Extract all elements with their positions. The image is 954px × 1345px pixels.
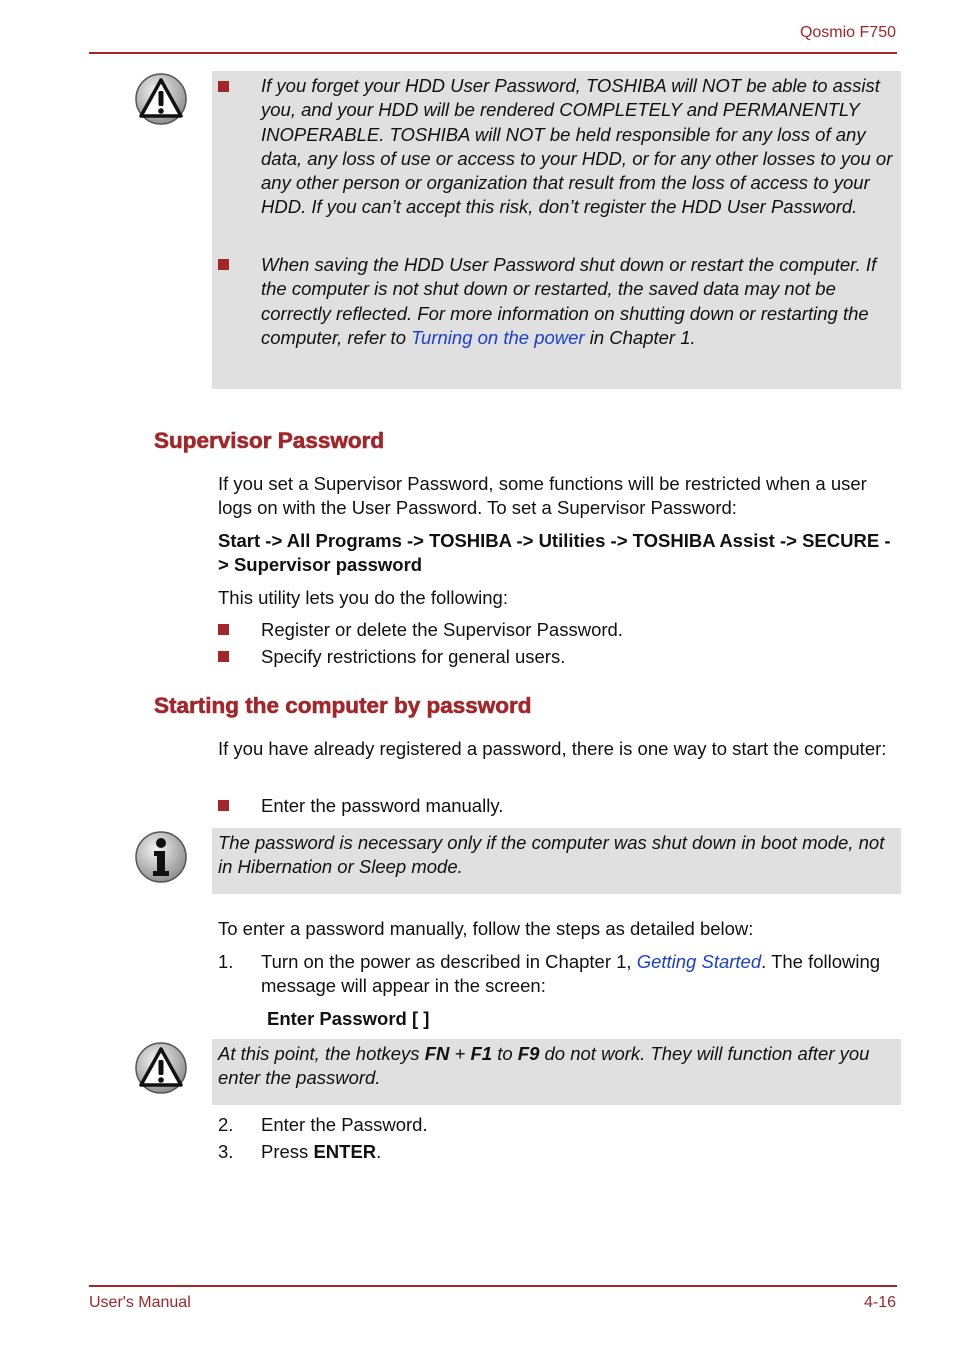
bullet-marker bbox=[218, 259, 229, 270]
text: At this point, the hotkeys bbox=[218, 1043, 425, 1064]
info-icon bbox=[134, 830, 188, 884]
enter-password-message: Enter Password [ ] bbox=[267, 1008, 430, 1029]
hotkeys-caution-text bbox=[218, 1042, 898, 1091]
bullet-marker bbox=[218, 624, 229, 635]
step-3-number: 3. bbox=[218, 1141, 234, 1162]
text: Press bbox=[261, 1141, 314, 1162]
starting-bullet: Enter the password manually. bbox=[261, 795, 504, 816]
starting-intro: If you have already registered a password, there is one way to start the computer: bbox=[218, 738, 887, 759]
step-3-text bbox=[261, 1140, 381, 1164]
text: When saving the HDD User Password shut down or restart the computer. If the computer is not shut down or restarted, the saved data may not be correctly reflected. For more information on shutting down or restarting the computer, refer to bbox=[261, 254, 877, 348]
warning-triangle-icon bbox=[134, 72, 188, 126]
caution-hdd-item-2 bbox=[261, 253, 893, 350]
warning-triangle-icon bbox=[134, 1041, 188, 1095]
supervisor-lead: This utility lets you do the following: bbox=[218, 587, 508, 608]
note-text: The password is necessary only if the computer was shut down in boot mode, not in Hibernation or Sleep mode. bbox=[218, 832, 885, 878]
supervisor-menu-path: Start -> All Programs -> TOSHIBA -> Utilities -> TOSHIBA Assist -> SECURE -> Supervisor password bbox=[218, 530, 891, 576]
step-2-text: Enter the Password. bbox=[261, 1114, 428, 1135]
footer-page-number: 4-16 bbox=[863, 1294, 896, 1311]
bullet-marker bbox=[218, 81, 229, 92]
key-f9: F9 bbox=[517, 1043, 540, 1064]
step-2-number: 2. bbox=[218, 1114, 234, 1135]
step-1-number: 1. bbox=[218, 951, 234, 972]
key-enter: ENTER bbox=[313, 1141, 377, 1162]
header-rule bbox=[89, 52, 897, 54]
supervisor-bullet-1: Register or delete the Supervisor Password. bbox=[261, 619, 623, 640]
steps-intro: To enter a password manually, follow the steps as detailed below: bbox=[218, 918, 754, 939]
text: Turn on the power as described in Chapter 1, bbox=[261, 951, 637, 972]
footer-manual-title: User's Manual bbox=[89, 1294, 191, 1311]
key-f1: F1 bbox=[470, 1043, 493, 1064]
text: . The following message will appear in the screen: bbox=[261, 951, 881, 997]
text: in Chapter 1. bbox=[584, 326, 696, 348]
text: + bbox=[449, 1043, 471, 1064]
bullet-marker bbox=[218, 800, 229, 811]
supervisor-password-heading: Supervisor Password bbox=[154, 428, 385, 453]
supervisor-intro: If you set a Supervisor Password, some functions will be restricted when a user logs on with the User Password. To set a Supervisor Password: bbox=[218, 473, 867, 519]
step-1-text bbox=[261, 950, 893, 999]
caution-hdd-item-1: If you forget your HDD User Password, TOSHIBA will NOT be able to assist you, and your HDD will be rendered COMPLETELY and PERMANENTLY INOPERABLE. TOSHIBA will NOT be held responsible for any loss of any data, any loss of use or access to your HDD, or for any other losses to you or any other person or organization that result from the loss of access to your HDD. If you can’t accept this risk, don’t register the HDD User Password. bbox=[261, 75, 893, 218]
footer-rule bbox=[89, 1285, 897, 1287]
supervisor-bullet-2: Specify restrictions for general users. bbox=[261, 646, 566, 667]
text: do not work. They will function after you enter the password. bbox=[218, 1043, 870, 1089]
running-header-title: Qosmio F750 bbox=[799, 24, 896, 41]
bullet-marker bbox=[218, 651, 229, 662]
starting-by-password-heading: Starting the computer by password bbox=[154, 693, 532, 718]
key-fn: FN bbox=[424, 1043, 450, 1064]
text: to bbox=[492, 1043, 518, 1064]
getting-started-link[interactable]: Getting Started bbox=[636, 951, 762, 972]
text: . bbox=[376, 1141, 382, 1162]
turning-on-power-link[interactable]: Turning on the power bbox=[411, 326, 585, 348]
